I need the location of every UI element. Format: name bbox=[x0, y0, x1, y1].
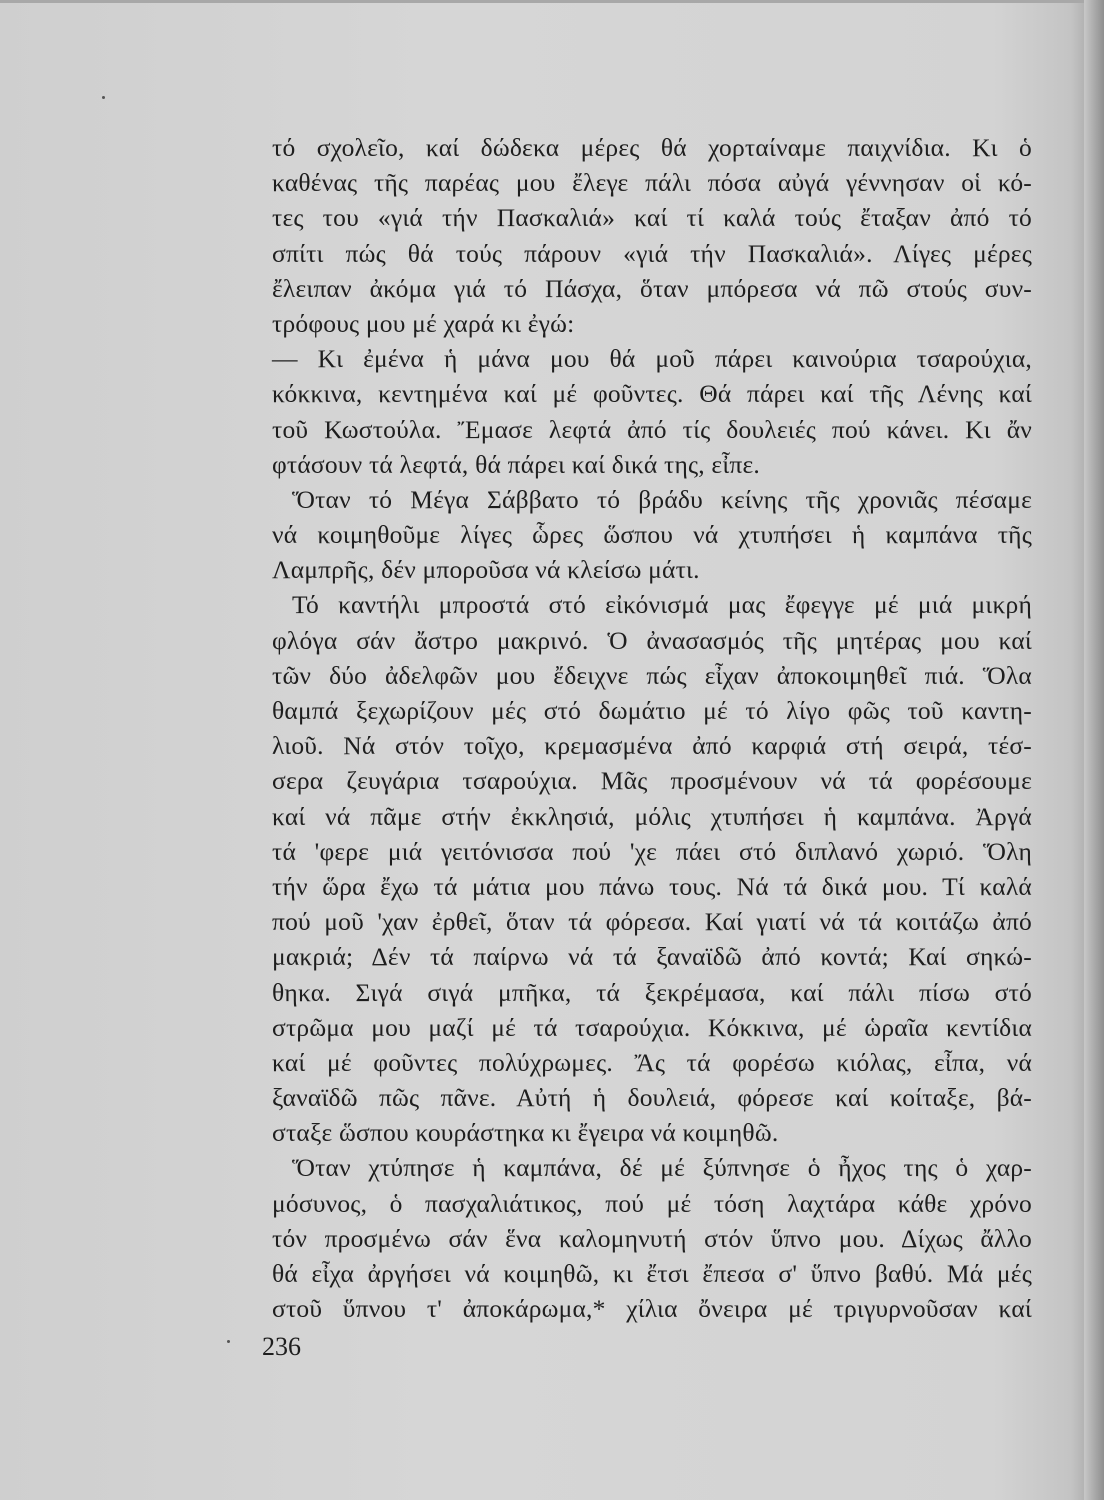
text-line: Τό καντήλι μπροστά στό εἰκόνισμά μας ἔφεγγε μέ μιά μικρή bbox=[292, 590, 1032, 620]
text-line: καί νά πᾶμε στήν ἐκκλησιά, μόλις χτυπήσει ἡ καμπάνα. Ἀργά bbox=[272, 801, 1032, 831]
text-line: πού μοῦ 'χαν ἐρθεῖ, ὅταν τά φόρεσα. Καί γιατί νά τά κοιτάζω ἀπό bbox=[272, 907, 1032, 937]
text-line: τες του «γιά τήν Πασκαλιά» καί τί καλά τούς ἔταξαν ἀπό τό bbox=[272, 203, 1032, 233]
text-line: μόσυνος, ὁ πασχαλιάτικος, πού μέ τόση λαχτάρα κάθε χρόνο bbox=[272, 1188, 1032, 1218]
text-line: τρόφους μου μέ χαρά κι ἐγώ: bbox=[272, 308, 575, 338]
text-line: ἔλειπαν ἀκόμα γιά τό Πάσχα, ὅταν μπόρεσα νά πῶ στούς συν- bbox=[272, 273, 1032, 303]
text-line: θαμπά ξεχωρίζουν μές στό δωμάτιο μέ τό λίγο φῶς τοῦ καντη- bbox=[272, 696, 1032, 725]
text-line: κόκκινα, κεντημένα καί μέ φοῦντες. Θά πάρει καί τῆς Λένης καί bbox=[272, 379, 1032, 409]
text-line: σερα ζευγάρια τσαρούχια. Μᾶς προσμένουν νά τά φορέσουμε bbox=[272, 766, 1032, 796]
page-top-edge bbox=[0, 0, 1104, 3]
text-line: τήν ὥρα ἔχω τά μάτια μου πάνω τους. Νά τά δικά μου. Τί καλά bbox=[272, 871, 1032, 901]
text-line: καί μέ φοῦντες πολύχρωμες. Ἄς τά φορέσω κιόλας, εἶπα, νά bbox=[272, 1047, 1032, 1077]
text-line: φλόγα σάν ἄστρο μακρινό. Ὁ ἀνασασμός τῆς μητέρας μου καί bbox=[272, 625, 1032, 655]
text-line: φτάσουν τά λεφτά, θά πάρει καί δικά της, εἶπε. bbox=[272, 449, 760, 479]
text-line: καθένας τῆς παρέας μου ἔλεγε πάλι πόσα αὐγά γέννησαν οἱ κό- bbox=[272, 168, 1032, 198]
text-line: τοῦ Κωστούλα. Ἔμασε λεφτά ἀπό τίς δουλειές πού κάνει. Κι ἄν bbox=[272, 414, 1032, 444]
text-line: λιοῦ. Νά στόν τοῖχο, κρεμασμένα ἀπό καρφιά στή σειρά, τέσ- bbox=[272, 731, 1032, 761]
text-line: τόν προσμένω σάν ἕνα καλομηνυτή στόν ὕπνο μου. Δίχως ἄλλο bbox=[272, 1223, 1032, 1253]
text-line: στοῦ ὕπνου τ' ἀποκάρωμα,* χίλια ὄνειρα μέ τριγυρνοῦσαν καί bbox=[272, 1294, 1032, 1324]
scan-speck bbox=[102, 96, 105, 99]
page-binding-edge bbox=[1084, 0, 1104, 1500]
text-line: Ὅταν χτύπησε ἡ καμπάνα, δέ μέ ξύπνησε ὁ ἦχος της ὁ χαρ- bbox=[292, 1153, 1032, 1183]
text-line: νά κοιμηθοῦμε λίγες ὧρες ὥσπου νά χτυπήσει ἡ καμπάνα τῆς bbox=[272, 520, 1032, 550]
text-line: τό σχολεῖο, καί δώδεκα μέρες θά χορταίναμε παιχνίδια. Κι ὁ bbox=[272, 133, 1032, 162]
text-line: στρῶμα μου μαζί μέ τά τσαρούχια. Κόκκινα, μέ ὡραῖα κεντίδια bbox=[272, 1012, 1032, 1042]
body-text bbox=[272, 130, 1032, 1326]
scan-speck bbox=[227, 1340, 230, 1343]
text-line: θά εἶχα ἀργήσει νά κοιμηθῶ, κι ἔτσι ἔπεσα σ' ὕπνο βαθύ. Μά μές bbox=[272, 1259, 1032, 1288]
text-line: τῶν δύο ἀδελφῶν μου ἔδειχνε πώς εἶχαν ἀποκοιμηθεῖ πιά. Ὅλα bbox=[272, 660, 1032, 690]
text-line: — Κι ἐμένα ἡ μάνα μου θά μοῦ πάρει καινούρια τσαρούχια, bbox=[272, 344, 1032, 374]
text-line: μακριά; Δέν τά παίρνω νά τά ξαναϊδῶ ἀπό κοντά; Καί σηκώ- bbox=[272, 942, 1032, 972]
text-line: Ὅταν τό Μέγα Σάββατο τό βράδυ κείνης τῆς χρονιᾶς πέσαμε bbox=[292, 484, 1032, 514]
text-line: θηκα. Σιγά σιγά μπῆκα, τά ξεκρέμασα, καί πάλι πίσω στό bbox=[272, 977, 1032, 1007]
text-line: σταξε ὥσπου κουράστηκα κι ἔγειρα νά κοιμηθῶ. bbox=[272, 1118, 779, 1148]
text-line: Λαμπρῆς, δέν μποροῦσα νά κλείσω μάτι. bbox=[272, 555, 700, 585]
text-line: τά 'φερε μιά γειτόνισσα πού 'χε πάει στό διπλανό χωριό. Ὅλη bbox=[272, 836, 1032, 866]
page-number: 236 bbox=[262, 1332, 301, 1361]
text-line: ξαναϊδῶ πῶς πᾶνε. Αὐτή ἡ δουλειά, φόρεσε καί κοίταξε, βά- bbox=[272, 1083, 1032, 1113]
text-line: σπίτι πώς θά τούς πάρουν «γιά τήν Πασκαλιά». Λίγες μέρες bbox=[272, 238, 1032, 268]
